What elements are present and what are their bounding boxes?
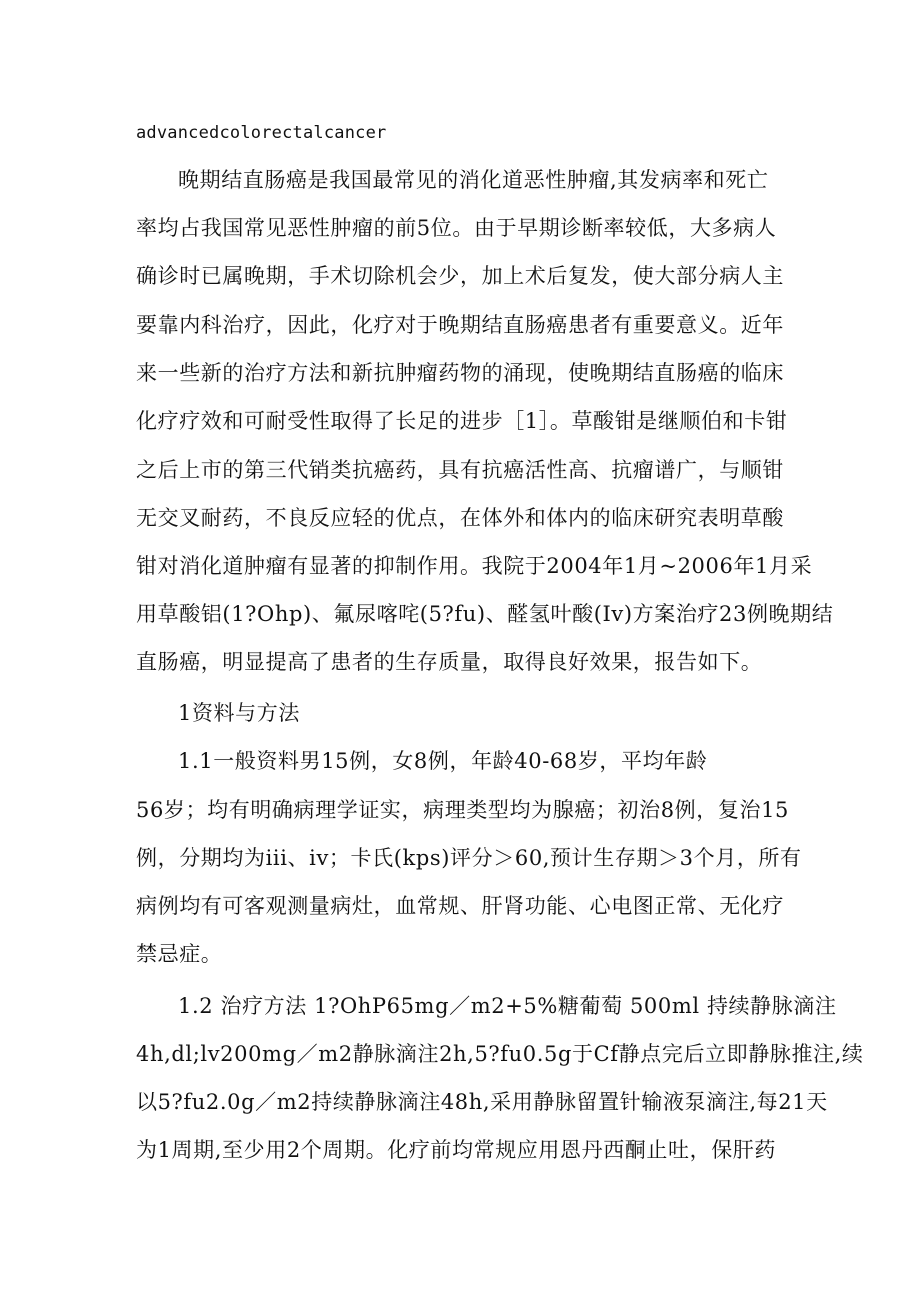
intro-line: 确诊时已属晚期，手术切除机会少，加上术后复发，使大部分病人主 [136,264,784,288]
section-heading: 1资料与方法 [178,701,300,725]
section-1-1-line: 病例均有可客观测量病灶，血常规、肝肾功能、心电图正常、无化疗 [136,894,784,918]
section-1-1-line: 例，分期均为iii、iv；卡氏(kps)评分＞60,预计生存期＞3个月，所有 [136,846,802,870]
intro-line: 钳对消化道肿瘤有显著的抑制作用。我院于2004年1月~2006年1月采 [136,554,813,578]
english-title: advancedcolorectalcancer [136,123,387,143]
section-1-2-line: 1.2 治疗方法 1?OhP65mg／m2+5%糖葡萄 500ml 持续静脉滴注 [178,994,837,1018]
intro-line: 来一些新的治疗方法和新抗肿瘤药物的涌现，使晚期结直肠癌的临床 [136,361,784,385]
intro-line: 化疗疗效和可耐受性取得了长足的进步［1］。草酸钳是继顺伯和卡钳 [136,409,788,433]
section-1-2-line: 以5?fu2.0g／m2持续静脉滴注48h,采用静脉留置针输液泵滴注,每21天 [136,1090,828,1114]
section-1-1-line: 禁忌症。 [136,942,223,966]
section-1-2-line: 为1周期,至少用2个周期。化疗前均常规应用恩丹西酮止吐，保肝药 [136,1138,776,1162]
intro-line: 之后上市的第三代销类抗癌药，具有抗癌活性高、抗瘤谱广，与顺钳 [136,458,784,482]
intro-line: 无交叉耐药，不良反应轻的优点，在体外和体内的临床研究表明草酸 [136,506,784,530]
intro-line: 用草酸铝(1?Ohp)、氟尿喀咤(5?fu)、醛氢叶酸(Iv)方案治疗23例晚期结 [136,602,834,626]
intro-line: 直肠癌，明显提高了患者的生存质量，取得良好效果，报告如下。 [136,650,763,674]
section-1-1-line: 56岁；均有明确病理学证实，病理类型均为腺癌；初治8例，复治15 [136,798,790,822]
section-1-2-line: 4h,dl;lv200mg／m2静脉滴注2h,5?fu0.5g于Cf静点完后立即静脉推注,续 [136,1042,864,1066]
intro-line: 率均占我国常见恶性肿瘤的前5位。由于早期诊断率较低，大多病人 [136,216,777,240]
section-1-1-line: 1.1一般资料男15例，女8例，年龄40-68岁，平均年龄 [178,749,708,773]
intro-line: 要靠内科治疗，因此，化疗对于晚期结直肠癌患者有重要意义。近年 [136,313,784,337]
intro-line: 晚期结直肠癌是我国最常见的消化道恶性肿瘤,其发病率和死亡 [178,168,769,192]
